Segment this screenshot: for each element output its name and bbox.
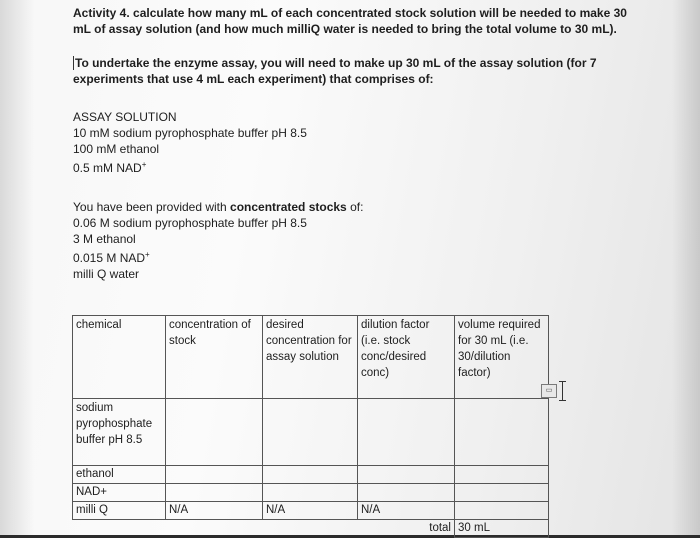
cell-volume[interactable] (455, 399, 549, 466)
assay-item-text: 0.5 mM NAD (73, 161, 142, 175)
header-volume-required: volume required for 30 mL (i.e. 30/dilution factor) (455, 316, 549, 399)
stocks-intro (73, 199, 363, 215)
stock-item: 3 M ethanol (73, 232, 136, 246)
assay-paragraph-part1: To undertake the enzyme assay, you will need to make up 30 mL of (75, 56, 459, 70)
assay-solution-heading: ASSAY SOLUTION (73, 110, 177, 124)
assay-item (73, 157, 307, 176)
page-shadow-right (672, 0, 700, 535)
activity-text: calculate how many mL of each concentrated stock solution will be needed to make 30 mL of assay solution (and how much milliQ water is needed to bring the total volume to 30 mL). (73, 6, 627, 36)
text-cursor (73, 56, 74, 70)
cell-stock-concentration[interactable] (166, 466, 263, 484)
total-label: total (429, 522, 451, 534)
assay-solution-block (73, 109, 307, 176)
header-chemical: chemical (73, 316, 166, 399)
activity-instructions (73, 5, 633, 37)
header-stock-concentration: concentration of stock (166, 316, 263, 399)
cell-stock-concentration[interactable] (166, 484, 263, 502)
cell-stock-concentration[interactable] (166, 399, 263, 466)
table-header-row (73, 316, 549, 399)
stocks-intro-part1: You have been provided with (73, 200, 231, 214)
cell-chemical: ethanol (73, 466, 166, 484)
stocks-block (73, 199, 363, 282)
stock-item-text: 0.015 M NAD (73, 251, 146, 265)
cell-desired-concentration[interactable] (263, 466, 358, 484)
cell-chemical: NAD+ (73, 484, 166, 502)
table-edit-icon[interactable]: ▭ (541, 384, 557, 398)
assay-item: 100 mM ethanol (73, 142, 160, 156)
cell-dilution-factor[interactable] (358, 399, 455, 466)
cell-dilution-factor[interactable] (358, 466, 455, 484)
cell-desired-concentration: N/A (263, 502, 358, 520)
cell-volume[interactable] (455, 502, 549, 520)
dilution-table (72, 315, 549, 538)
assay-item: 10 mM sodium pyrophosphate buffer pH 8.5 (73, 126, 307, 140)
table-row (73, 484, 549, 502)
stock-item: milli Q water (73, 267, 140, 281)
nad-superscript: + (141, 160, 147, 169)
assay-paragraph-part2: (for 7 experiments that use 4 mL each experiment) that comprises of: (73, 56, 597, 86)
cell-desired-concentration[interactable] (263, 399, 358, 466)
assay-paragraph-bold: the assay solution (458, 56, 564, 70)
cell-dilution-factor: N/A (358, 502, 455, 520)
assay-paragraph (73, 55, 648, 87)
table-row (73, 502, 549, 520)
cell-dilution-factor[interactable] (358, 484, 455, 502)
cell-stock-concentration: N/A (166, 502, 263, 520)
text-cursor-icon (559, 381, 566, 401)
stocks-intro-part2: of: (346, 200, 364, 214)
stock-item: 0.06 M sodium pyrophosphate buffer pH 8.5 (73, 216, 307, 230)
cell-chemical: milli Q (73, 502, 166, 520)
table-row (73, 399, 549, 466)
page-shadow-left (0, 0, 34, 535)
header-dilution-factor: dilution factor (i.e. stock conc/desired conc) (358, 316, 455, 399)
stock-item (73, 247, 363, 266)
table-row (73, 466, 549, 484)
activity-label: Activity 4. (73, 6, 130, 20)
total-value: 30 mL (455, 520, 549, 538)
header-desired-concentration: desired concentration for assay solution (263, 316, 358, 399)
nad-superscript: + (145, 250, 150, 259)
stocks-intro-bold: concentrated stocks (230, 200, 347, 214)
cell-chemical: sodium pyrophosphate buffer pH 8.5 (73, 399, 166, 466)
cell-volume[interactable] (455, 466, 549, 484)
cell-desired-concentration[interactable] (263, 484, 358, 502)
cell-volume[interactable] (455, 484, 549, 502)
